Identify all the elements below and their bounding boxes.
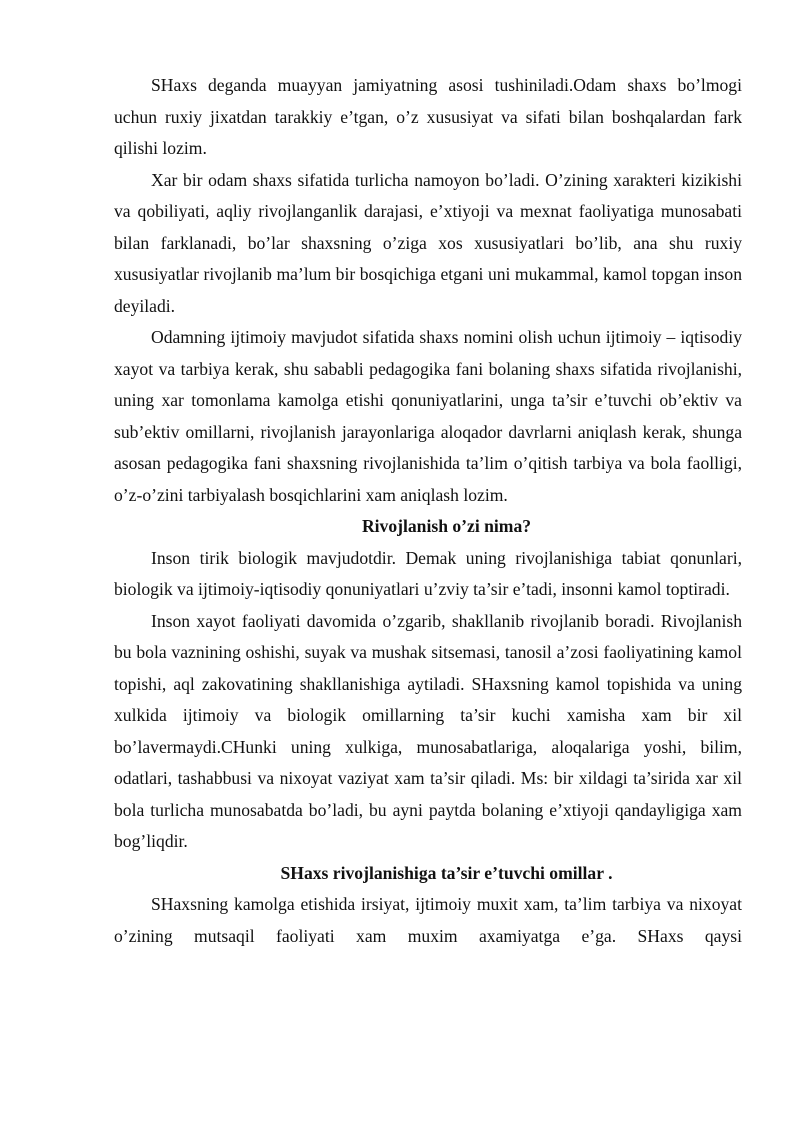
paragraph-factors-intro: SHaxsning kamolga etishida irsiyat, ijtimoiy muxit xam, ta’lim tarbiya va nixoyat o’zining mutsaqil faoliyati xam muxim axamiyatga e’ga. SHaxs qaysi [114,894,742,946]
document-page [114,70,742,952]
paragraph-individual-traits: Xar bir odam shaxs sifatida turlicha namoyon bo’ladi. O’zining xarakteri kizikishi va qobiliyati, aqliy rivojlanganlik darajasi, e’xtiyoji va mexnat faoliyatiga munosabati bilan farklanadi, bo’lar shaxsning o’ziga xos xususiyatlari bo’lib, ana shu ruxiy xususiyatlar rivojlanib ma’lum bir bosqichiga etgani uni mukammal, kamol topgan inson deyiladi. [114,169,742,316]
section-heading-factors: SHaxs rivojlanishiga ta’sir e’tuvchi omillar . [280,862,613,883]
section-heading-development: Rivojlanish o’zi nima? [361,516,532,536]
paragraph-shaxs-definition: SHaxs deganda muayyan jamiyatning asosi tushiniladi.Odam shaxs bo’lmogi uchun ruxiy jixatdan tarakkiy e’tgan, o’z xususiyat va sifati bilan boshqalardan fark qilishi lozim. [114,75,742,158]
paragraph-development-process: Inson xayot faoliyati davomida o’zgarib, shakllanib rivojlanib boradi. Rivojlanish bu bola vaznining oshishi, suyak va mushak sitsemasi, tanosil a’zosi faoliyatining kamol topishi, aql zakovatining shakllanishiga aytiladi. SHaxsning kamol topishida va uning xulkida ijtimoiy va biologik omillarning ta’sir kuchi xamisha xam bir xil bo’lavermaydi.CHunki uning xulkiga, munosabatlariga, aloqalariga yoshi, bilim, odatlari, tashabbusi va nixoyat vaziyat xam ta’sir qiladi. Ms: bir xildagi ta’sirida xar xil bola turlicha munosabatda bo’ladi, bu ayni paytda bolaning e’xtiyoji qandayligiga xam bog’liqdir. [114,610,742,851]
paragraph-biological-being: Inson tirik biologik mavjudotdir. Demak uning rivojlanishiga tabiat qonunlari, biologik va ijtimoiy-iqtisodiy qonuniyatlari u’zviy ta’sir e’tadi, insonni kamol toptiradi. [114,547,742,599]
paragraph-social-development: Odamning ijtimoiy mavjudot sifatida shaxs nomini olish uchun ijtimoiy – iqtisodiy xayot va tarbiya kerak, shu sababli pedagogika fani bolaning shaxs sifatida rivojlanishi, uning xar tomonlama kamolga etishi qonuniyatlarini, unga ta’sir e’tuvchi ob’ektiv va sub’ektiv omillarni, rivojlanish jarayonlariga aloqador davrlarni aniqlash kerak, shunga asosan pedagogika fani shaxsning rivojlanishida ta’lim o’qitish tarbiya va bola faolligi, o’z-o’zini tarbiyalash bosqichlarini xam aniqlash lozim. [114,327,742,505]
